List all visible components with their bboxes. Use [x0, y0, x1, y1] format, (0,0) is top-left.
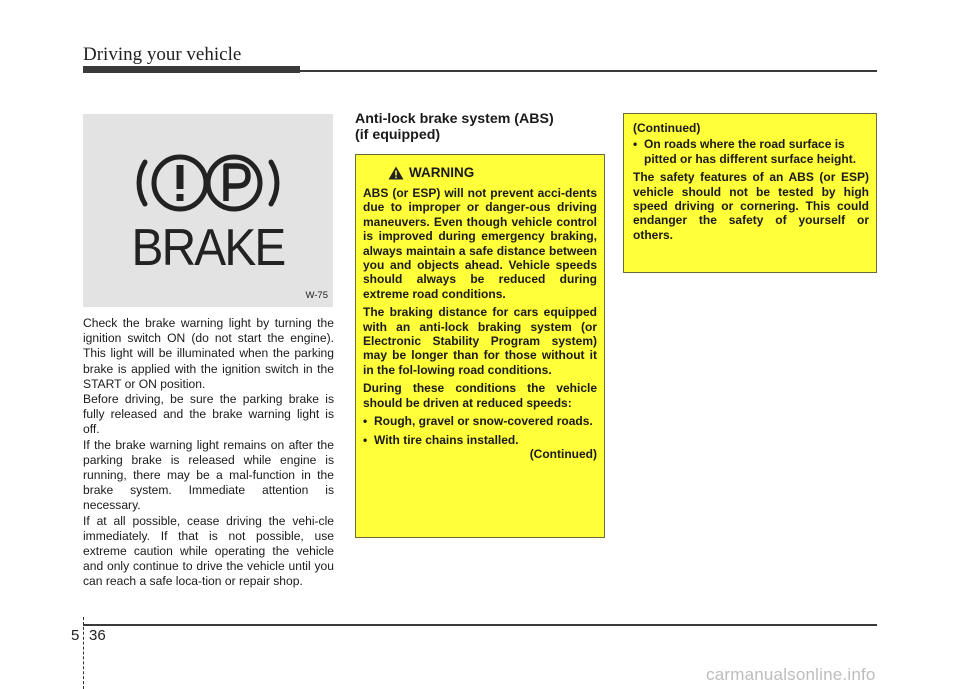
bullet-text: Rough, gravel or snow-covered roads.: [374, 414, 593, 429]
continued-lead: (Continued): [633, 121, 701, 135]
bullet-dot: •: [363, 432, 368, 447]
section-title: [355, 111, 605, 143]
brake-icon-label: BRAKE: [131, 219, 285, 277]
brake-warning-figure: [83, 114, 333, 307]
footer-rule: [83, 624, 877, 626]
section-title-line: Anti-lock brake system (ABS): [355, 111, 554, 127]
warning-bullet: [363, 433, 597, 447]
section-title-line: (if equipped): [355, 127, 441, 143]
warning-paragraph: During these conditions the vehicle should be driven at reduced speeds:: [363, 381, 597, 410]
body-paragraph: If at all possible, cease driving the vehi-cle immediately. If that is not possible, use extreme caution while operating the vehicle and only continue to drive the vehicle until you can reach a safe loca-tion or repair shop.: [83, 513, 334, 589]
warning-header: [388, 165, 597, 180]
bullet-text: On roads where the road surface is pitted or has different surface height.: [644, 137, 857, 166]
body-paragraph: If the brake warning light remains on after the parking brake is released while engine is running, there may be a mal-function in the brake system. Immediate attention is necessary.: [83, 437, 334, 513]
body-paragraph: Check the brake warning light by turning the ignition switch ON (do not start the engine). This light will be illuminated when the parking brake is applied with the ignition switch in the START or ON position.: [83, 316, 334, 391]
continued-label: (Continued): [529, 446, 597, 461]
continued-paragraph: The safety features of an ABS (or ESP) vehicle should not be tested by high speed driving or cornering. This could endanger the safety of yourself or others.: [633, 170, 869, 242]
figure-code: W-75: [305, 290, 328, 301]
warning-paragraph: ABS (or ESP) will not prevent acci-dents due to improper or danger-ous driving maneuvers. Even though vehicle control is improved during emergency braking, always maintain a safe distance between you and objects ahead. Vehicle speeds should always be reduced during extreme road conditions.: [363, 186, 597, 301]
footer-dashed-rule: [83, 617, 85, 689]
header-rule-thin: [300, 70, 877, 72]
bullet-text: With tire chains installed.: [374, 432, 519, 447]
warning-paragraph: The braking distance for cars equipped with an anti-lock braking system (or Electronic Stability Program system) may be longer than for those without it in the fol-lowing road conditions.: [363, 305, 597, 377]
warning-box: [355, 154, 605, 538]
page-number: 36: [89, 627, 106, 644]
brake-warning-light-icon: [83, 114, 333, 307]
warning-triangle-icon: [388, 166, 404, 180]
bullet-dot: •: [363, 414, 368, 429]
header-rule-thick: [83, 66, 300, 73]
bullet-dot: •: [633, 137, 638, 152]
continued-bullet: [633, 137, 869, 166]
warning-bullet: [363, 414, 597, 428]
warning-continued-box: [623, 113, 877, 273]
page-header-title: Driving your vehicle: [83, 44, 242, 65]
chapter-number: 5: [71, 627, 80, 644]
body-paragraph: Before driving, be sure the parking brake is fully released and the brake warning light is off.: [83, 392, 334, 437]
watermark: carmanualsonline.info: [706, 665, 876, 684]
warning-title: WARNING: [409, 165, 475, 180]
brake-light-description: [83, 316, 334, 590]
